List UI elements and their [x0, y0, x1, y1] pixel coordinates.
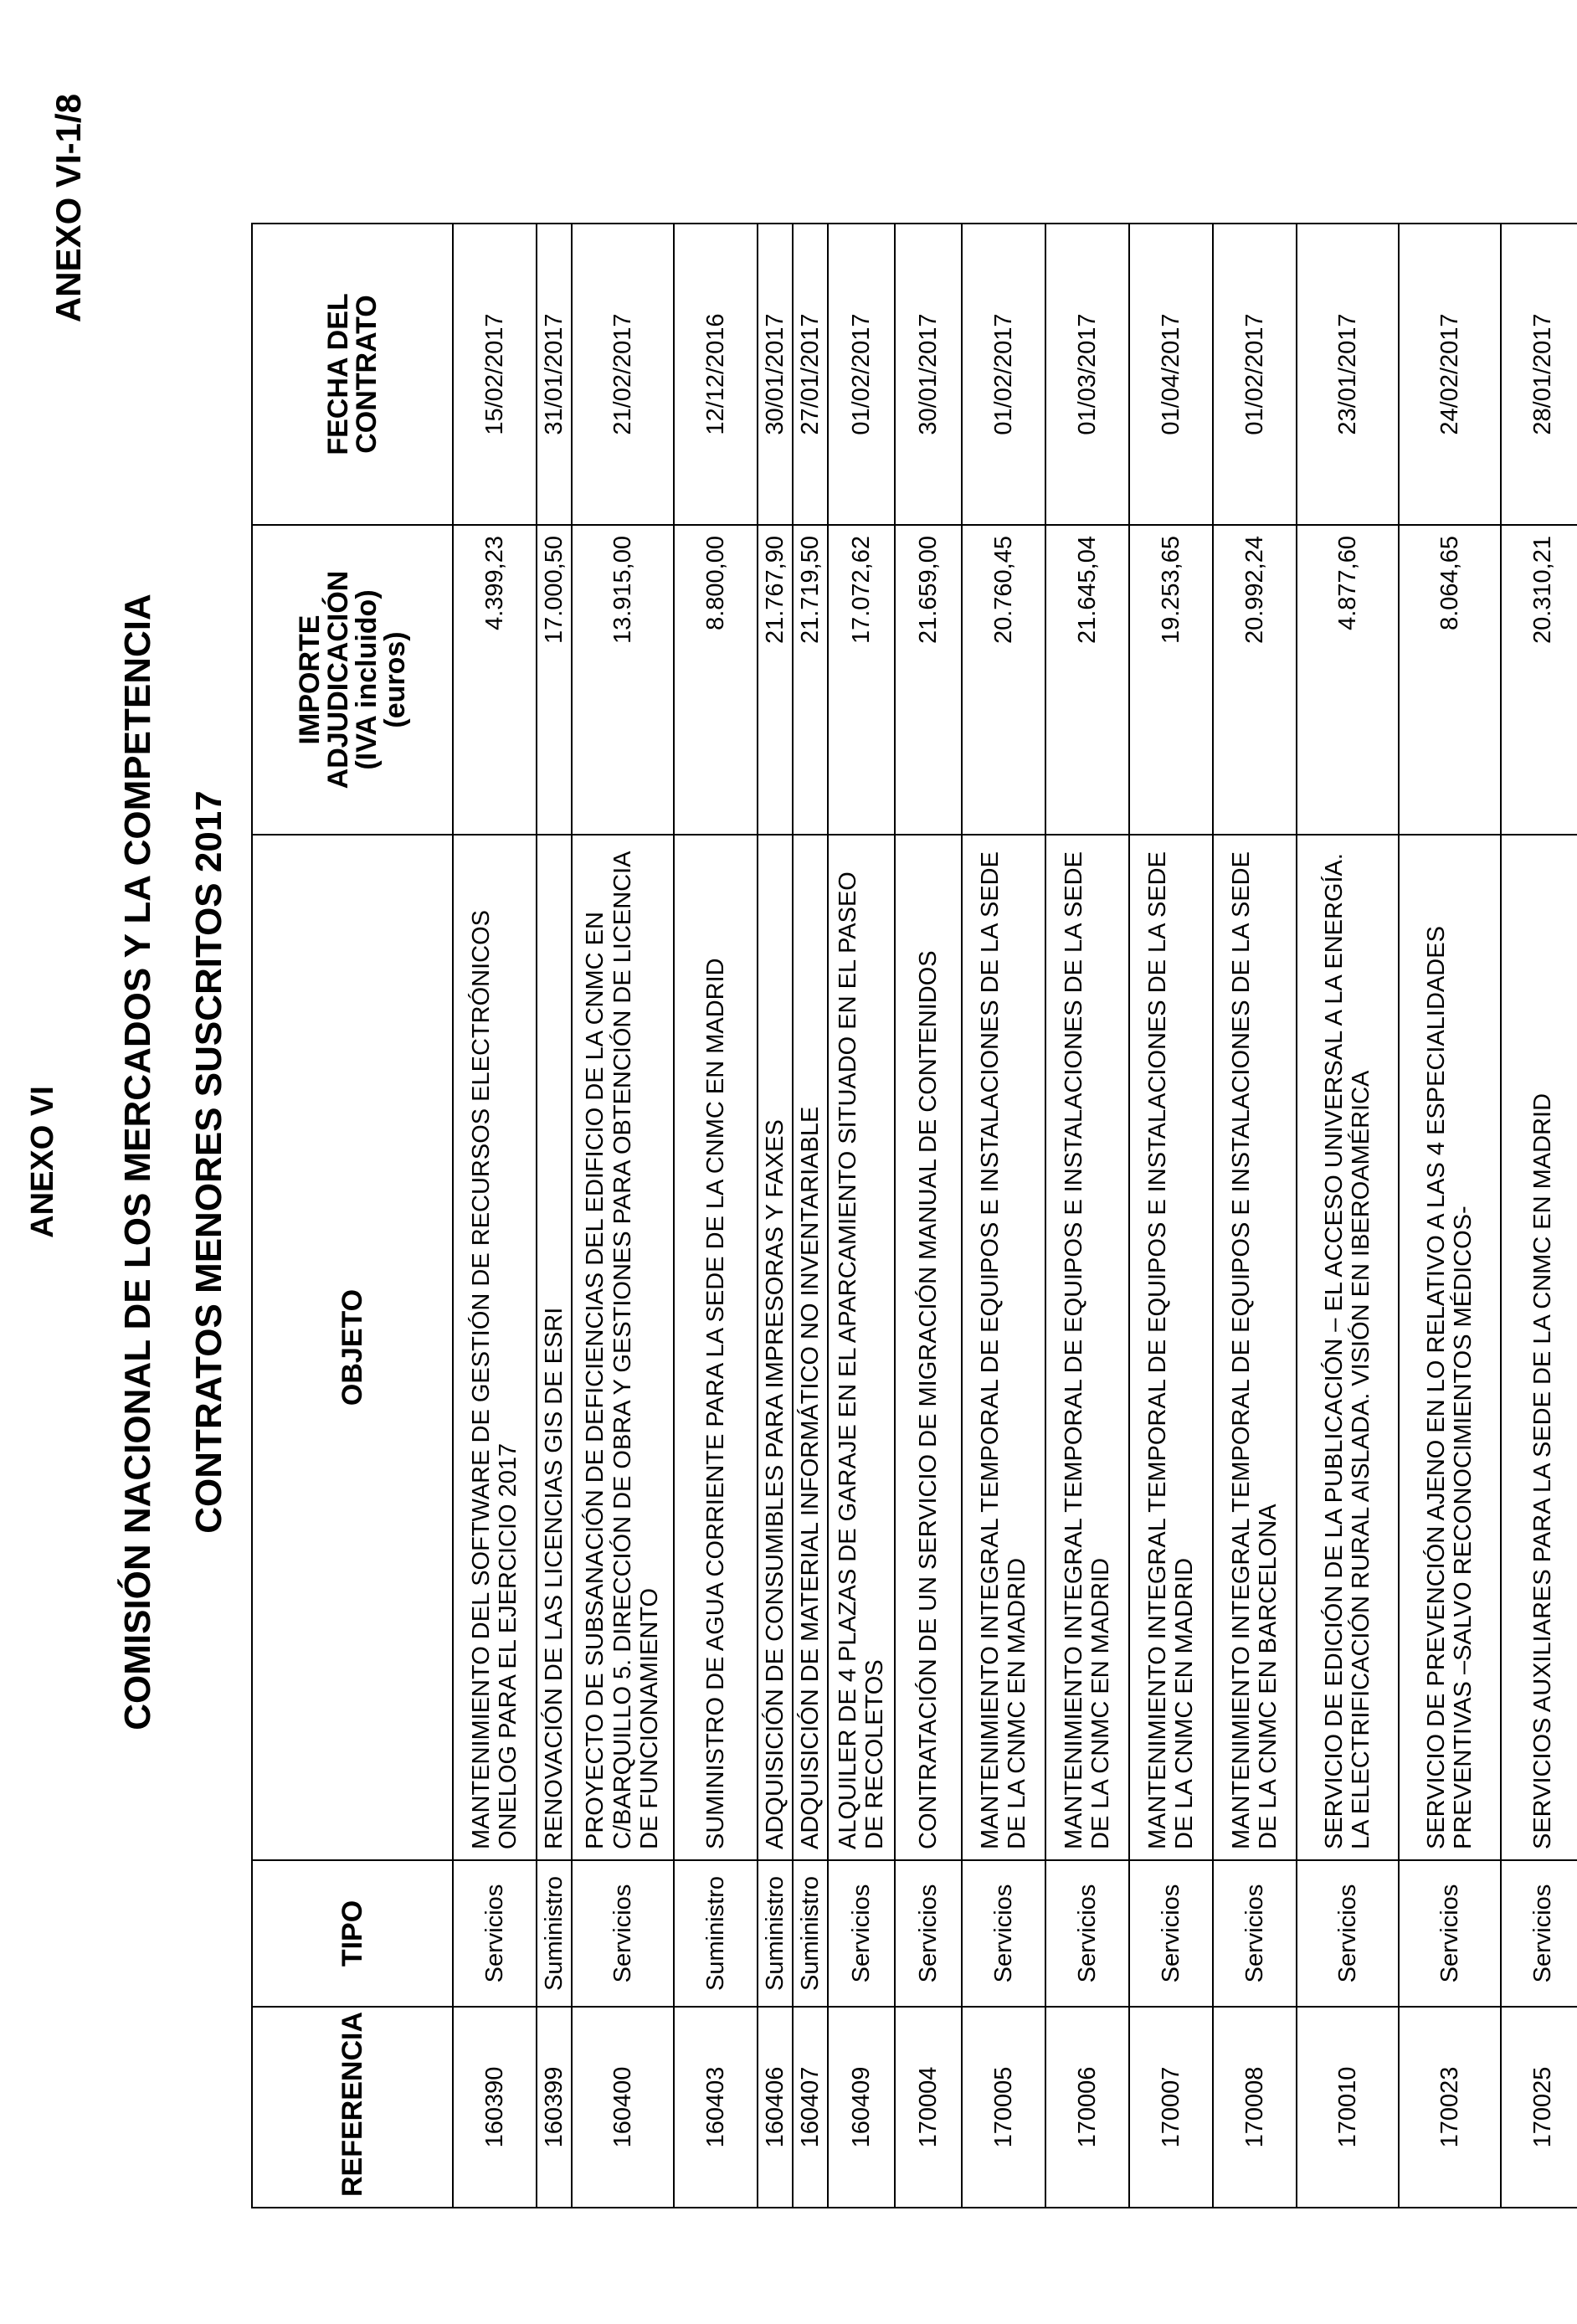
cell-tipo: Servicios [1213, 1860, 1297, 2007]
cell-objeto: ALQUILER DE 4 PLAZAS DE GARAJE EN EL APARCAMIENTO SITUADO EN EL PASEO DE RECOLETOS [828, 835, 895, 1860]
cell-objeto: RENOVACIÓN DE LAS LICENCIAS GIS DE ESRI [537, 835, 572, 1860]
cell-tipo: Servicios [572, 1860, 674, 2007]
cell-referencia: 160403 [674, 2007, 758, 2208]
cell-referencia: 170005 [962, 2007, 1045, 2208]
table-row [1045, 224, 1129, 2208]
cell-importe: 21.645,04 [1045, 525, 1129, 835]
column-header-fecha: FECHA DEL CONTRATO [252, 224, 453, 525]
table-row [1129, 224, 1213, 2208]
cell-tipo: Servicios [1399, 1860, 1501, 2007]
cell-tipo: Servicios [1501, 1860, 1577, 2007]
cell-objeto: ADQUISICIÓN DE MATERIAL INFORMÁTICO NO INVENTARIABLE [793, 835, 828, 1860]
cell-fecha: 30/01/2017 [758, 224, 793, 525]
table-row [674, 224, 758, 2208]
table-row [1213, 224, 1297, 2208]
cell-importe: 20.310,21 [1501, 525, 1577, 835]
cell-objeto: ADQUISICIÓN DE CONSUMIBLES PARA IMPRESORAS Y FAXES [758, 835, 793, 1860]
table-header-row [252, 224, 453, 2208]
annex-title: ANEXO VI [25, 1086, 60, 1238]
table-row [758, 224, 793, 2208]
cell-importe: 17.000,50 [537, 525, 572, 835]
cell-referencia: 170023 [1399, 2007, 1501, 2208]
table-row [962, 224, 1045, 2208]
column-header-referencia: REFERENCIA [252, 2007, 453, 2208]
cell-importe: 20.992,24 [1213, 525, 1297, 835]
cell-importe: 4.877,60 [1297, 525, 1399, 835]
cell-tipo: Servicios [1129, 1860, 1213, 2007]
cell-objeto: MANTENIMIENTO INTEGRAL TEMPORAL DE EQUIPOS E INSTALACIONES DE LA SEDE DE LA CNMC EN MADRID [962, 835, 1045, 1860]
cell-fecha: 27/01/2017 [793, 224, 828, 525]
organization-title: COMISIÓN NACIONAL DE LOS MERCADOS Y LA COMPETENCIA [117, 594, 158, 1730]
cell-importe: 4.399,23 [453, 525, 537, 835]
table-row [1501, 224, 1577, 2208]
table-row [1399, 224, 1501, 2208]
cell-fecha: 12/12/2016 [674, 224, 758, 525]
table-row [895, 224, 962, 2208]
cell-fecha: 15/02/2017 [453, 224, 537, 525]
cell-tipo: Suministro [537, 1860, 572, 2007]
table-row [453, 224, 537, 2208]
cell-importe: 17.072,62 [828, 525, 895, 835]
table-row [793, 224, 828, 2208]
cell-importe: 8.800,00 [674, 525, 758, 835]
cell-fecha: 01/02/2017 [962, 224, 1045, 525]
cell-referencia: 170008 [1213, 2007, 1297, 2208]
table-row [537, 224, 572, 2208]
cell-objeto: SERVICIO DE EDICIÓN DE LA PUBLICACIÓN – EL ACCESO UNIVERSAL A LA ENERGÍA. LA ELECTRIFICACIÓN RURAL AISLADA. VISIÓN EN IBEROAMÉRICA [1297, 835, 1399, 1860]
column-header-tipo: TIPO [252, 1860, 453, 2007]
cell-referencia: 160400 [572, 2007, 674, 2208]
cell-objeto: SERVICIOS AUXILIARES PARA LA SEDE DE LA CNMC EN MADRID [1501, 835, 1577, 1860]
cell-tipo: Servicios [1297, 1860, 1399, 2007]
cell-fecha: 01/02/2017 [828, 224, 895, 525]
cell-fecha: 30/01/2017 [895, 224, 962, 525]
cell-tipo: Servicios [1045, 1860, 1129, 2007]
cell-importe: 8.064,65 [1399, 525, 1501, 835]
cell-objeto: PROYECTO DE SUBSANACIÓN DE DEFICIENCIAS DEL EDIFICIO DE LA CNMC EN C/BARQUILLO 5. DIRECCIÓN DE OBRA Y GESTIONES PARA OBTENCIÓN DE LICENCIA DE FUNCIONAMIENTO [572, 835, 674, 1860]
cell-referencia: 160407 [793, 2007, 828, 2208]
document-subtitle: CONTRATOS MENORES SUSCRITOS 2017 [188, 790, 229, 1534]
table-body [453, 224, 1577, 2208]
cell-objeto: MANTENIMIENTO DEL SOFTWARE DE GESTIÓN DE RECURSOS ELECTRÓNICOS ONELOG PARA EL EJERCICIO 2017 [453, 835, 537, 1860]
cell-referencia: 160390 [453, 2007, 537, 2208]
cell-objeto: CONTRATACIÓN DE UN SERVICIO DE MIGRACIÓN MANUAL DE CONTENIDOS [895, 835, 962, 1860]
cell-objeto: MANTENIMIENTO INTEGRAL TEMPORAL DE EQUIPOS E INSTALACIONES DE LA SEDE DE LA CNMC EN BARCELONA [1213, 835, 1297, 1860]
cell-objeto: SUMINISTRO DE AGUA CORRIENTE PARA LA SEDE DE LA CNMC EN MADRID [674, 835, 758, 1860]
cell-objeto: SERVICIO DE PREVENCIÓN AJENO EN LO RELATIVO A LAS 4 ESPECIALIDADES PREVENTIVAS –SALVO RECONOCIMIENTOS MÉDICOS- [1399, 835, 1501, 1860]
cell-tipo: Suministro [793, 1860, 828, 2007]
column-header-importe: IMPORTE ADJUDICACIÓN (IVA incluido) (euros) [252, 525, 453, 835]
cell-tipo: Servicios [962, 1860, 1045, 2007]
cell-importe: 13.915,00 [572, 525, 674, 835]
table-row [828, 224, 895, 2208]
table-row [1297, 224, 1399, 2208]
cell-importe: 20.760,45 [962, 525, 1045, 835]
cell-fecha: 01/03/2017 [1045, 224, 1129, 525]
cell-fecha: 21/02/2017 [572, 224, 674, 525]
cell-importe: 21.659,00 [895, 525, 962, 835]
cell-fecha: 31/01/2017 [537, 224, 572, 525]
cell-tipo: Servicios [828, 1860, 895, 2007]
annex-page-label: ANEXO VI-1/8 [49, 94, 88, 323]
cell-tipo: Suministro [758, 1860, 793, 2007]
cell-referencia: 160406 [758, 2007, 793, 2208]
cell-importe: 21.719,50 [793, 525, 828, 835]
column-header-objeto: OBJETO [252, 835, 453, 1860]
cell-referencia: 160399 [537, 2007, 572, 2208]
cell-importe: 21.767,90 [758, 525, 793, 835]
cell-referencia: 170006 [1045, 2007, 1129, 2208]
cell-fecha: 24/02/2017 [1399, 224, 1501, 525]
cell-importe: 19.253,65 [1129, 525, 1213, 835]
cell-referencia: 170004 [895, 2007, 962, 2208]
cell-fecha: 28/01/2017 [1501, 224, 1577, 525]
cell-objeto: MANTENIMIENTO INTEGRAL TEMPORAL DE EQUIPOS E INSTALACIONES DE LA SEDE DE LA CNMC EN MADRID [1045, 835, 1129, 1860]
contracts-table [251, 223, 1577, 2208]
table-row [572, 224, 674, 2208]
cell-objeto: MANTENIMIENTO INTEGRAL TEMPORAL DE EQUIPOS E INSTALACIONES DE LA SEDE DE LA CNMC EN MADRID [1129, 835, 1213, 1860]
cell-referencia: 170007 [1129, 2007, 1213, 2208]
cell-referencia: 160409 [828, 2007, 895, 2208]
cell-referencia: 170010 [1297, 2007, 1399, 2208]
cell-tipo: Servicios [895, 1860, 962, 2007]
cell-tipo: Servicios [453, 1860, 537, 2007]
cell-tipo: Suministro [674, 1860, 758, 2007]
cell-referencia: 170025 [1501, 2007, 1577, 2208]
cell-fecha: 01/04/2017 [1129, 224, 1213, 525]
cell-fecha: 23/01/2017 [1297, 224, 1399, 525]
cell-fecha: 01/02/2017 [1213, 224, 1297, 525]
